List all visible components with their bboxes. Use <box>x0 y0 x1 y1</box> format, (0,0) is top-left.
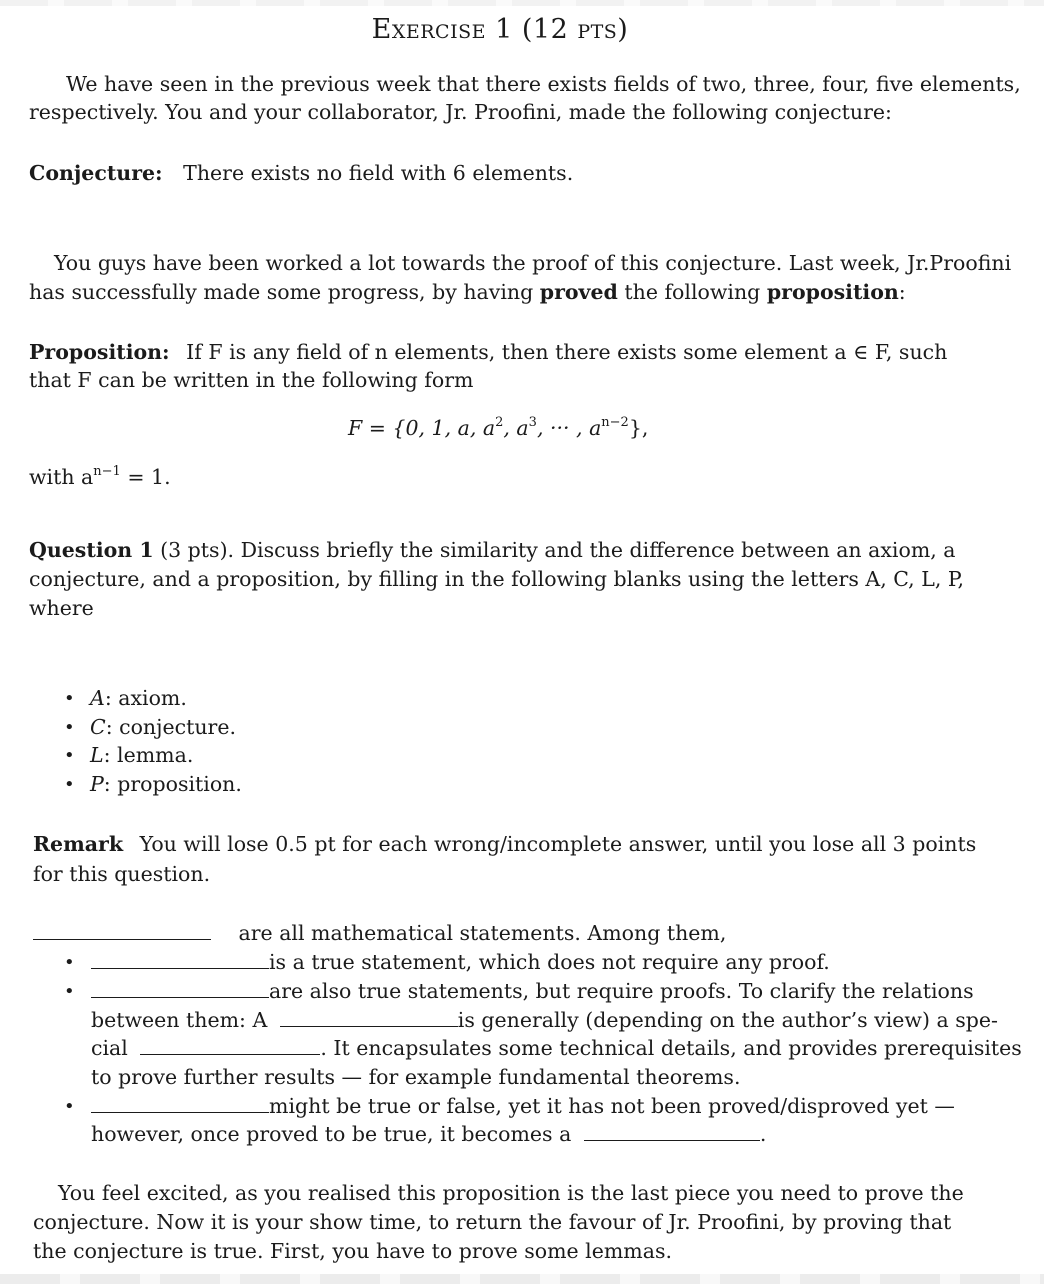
blank-1-text: is a true statement, which does not require any proof. <box>269 950 830 974</box>
question-line-1 <box>29 538 956 562</box>
conjecture-text: There exists no field with 6 elements. <box>183 161 574 185</box>
question-line-2: conjecture, and a proposition, by filling in the following blanks using the letters A, C, L, P, <box>29 567 965 591</box>
blank-item-1 <box>91 950 830 974</box>
blank-intro-line <box>33 921 726 945</box>
intro-line-1: We have seen in the previous week that there exists fields of two, three, four, five elements, <box>66 72 1021 96</box>
meaning-l: : lemma. <box>103 743 194 767</box>
meaning-c: : conjecture. <box>105 715 236 739</box>
bullet-icon: • <box>64 1096 75 1117</box>
blank-2-line3-a: cial <box>91 1036 128 1060</box>
title-word: Exercise <box>371 14 486 45</box>
with-condition <box>29 465 171 489</box>
progress-line-2 <box>29 280 906 304</box>
bullet-icon: • <box>64 774 75 795</box>
meaning-p: : proposition. <box>103 772 242 796</box>
blank-item-2-line-2 <box>91 1008 998 1032</box>
blank-item-2 <box>91 979 974 1003</box>
formula-sup-2: 2 <box>495 415 504 430</box>
formula-sup-n2: n−2 <box>601 415 629 430</box>
question-label: Question 1 <box>29 538 154 562</box>
letter-item-a <box>90 686 187 710</box>
with-sup: n−1 <box>93 464 121 479</box>
formula-end: }, <box>628 416 649 440</box>
formula-mid-2: , ··· , a <box>536 416 602 440</box>
letter-p: P <box>90 772 104 796</box>
blank-item-2-line-4: to prove further results — for example fundamental theorems. <box>91 1065 741 1089</box>
title-number: 1 <box>495 14 513 45</box>
progress-line-1: You guys have been worked a lot towards the proof of this conjecture. Last week, Jr.Proofini <box>54 251 1012 275</box>
progress-text-a: has successfully made some progress, by having <box>29 280 534 304</box>
with-end: = 1. <box>120 465 171 489</box>
blank-2-text: are also true statements, but require proofs. To clarify the relations <box>269 979 974 1003</box>
answer-blank-5[interactable] <box>91 1094 269 1113</box>
answer-blank-4[interactable] <box>140 1036 320 1055</box>
question-line-3: where <box>29 596 94 620</box>
remark-text-1: You will lose 0.5 pt for each wrong/incomplete answer, until you lose all 3 points <box>139 832 977 856</box>
blank-intro-text: are all mathematical statements. Among them, <box>238 921 727 945</box>
conjecture-block <box>29 161 573 185</box>
remark-line-2: for this question. <box>33 862 211 886</box>
closing-line-1: You feel excited, as you realised this proposition is the last piece you need to prove the <box>58 1181 964 1205</box>
bullet-icon: • <box>64 952 75 973</box>
letter-item-l <box>90 743 193 767</box>
intro-line-2: respectively. You and your collaborator, Jr. Proofini, made the following conjecture: <box>29 100 892 124</box>
bottom-edge <box>0 1274 1044 1284</box>
formula-mid-1: , a <box>503 416 529 440</box>
formula-lhs: F = {0, 1, a, a <box>348 416 496 440</box>
blank-3-end: . <box>759 1122 767 1146</box>
remark-line-1 <box>33 832 976 856</box>
answer-blank-3[interactable] <box>280 1008 458 1027</box>
blank-2-line3-b: . It encapsulates some technical details, and provides prerequisites <box>320 1036 1022 1060</box>
letter-item-p <box>90 772 242 796</box>
blank-3-line2: however, once proved to be true, it becomes a <box>91 1122 572 1146</box>
letter-item-c <box>90 715 236 739</box>
answer-blank-0[interactable] <box>33 921 211 940</box>
proposition-formula <box>348 416 648 440</box>
answer-blank-1[interactable] <box>91 950 269 969</box>
letter-a: A <box>90 686 105 710</box>
progress-proved: proved <box>539 280 618 304</box>
proposition-line-1 <box>29 340 947 364</box>
formula-sup-3: 3 <box>528 415 537 430</box>
meaning-a: : axiom. <box>104 686 187 710</box>
bullet-icon: • <box>64 688 75 709</box>
question-text-1: Discuss briefly the similarity and the difference between an axiom, a <box>240 538 956 562</box>
progress-text-c: the following <box>624 280 761 304</box>
remark-label: Remark <box>33 832 124 856</box>
progress-proposition: proposition <box>766 280 899 304</box>
top-edge <box>0 0 1044 6</box>
proposition-line-2: that F can be written in the following form <box>29 368 474 392</box>
bullet-icon: • <box>64 745 75 766</box>
answer-blank-6[interactable] <box>584 1122 760 1141</box>
blank-2-line2-b: is generally (depending on the author’s view) a spe- <box>457 1008 998 1032</box>
closing-line-2: conjecture. Now it is your show time, to return the favour of Jr. Proofini, by proving that <box>33 1210 952 1234</box>
blank-item-3-line-2 <box>91 1122 766 1146</box>
conjecture-label: Conjecture: <box>29 161 163 185</box>
blank-item-3 <box>91 1094 955 1118</box>
letter-l: L <box>90 743 104 767</box>
blank-2-line2-a: between them: A <box>91 1008 268 1032</box>
blank-item-2-line-3 <box>91 1036 1022 1060</box>
with-text: with a <box>29 465 94 489</box>
question-pts: (3 pts). <box>160 538 235 562</box>
closing-line-3: the conjecture is true. First, you have to prove some lemmas. <box>33 1239 673 1263</box>
proposition-text-1: If F is any field of n elements, then there exists some element a ∈ F, such <box>186 340 948 364</box>
progress-colon: : <box>898 280 906 304</box>
bullet-icon: • <box>64 981 75 1002</box>
exercise-title <box>0 14 1000 45</box>
bullet-icon: • <box>64 717 75 738</box>
blank-3-text: might be true or false, yet it has not been proved/disproved yet — <box>269 1094 955 1118</box>
answer-blank-2[interactable] <box>91 979 269 998</box>
proposition-label: Proposition: <box>29 340 170 364</box>
title-points: (12 pts) <box>521 14 629 45</box>
letter-c: C <box>90 715 106 739</box>
